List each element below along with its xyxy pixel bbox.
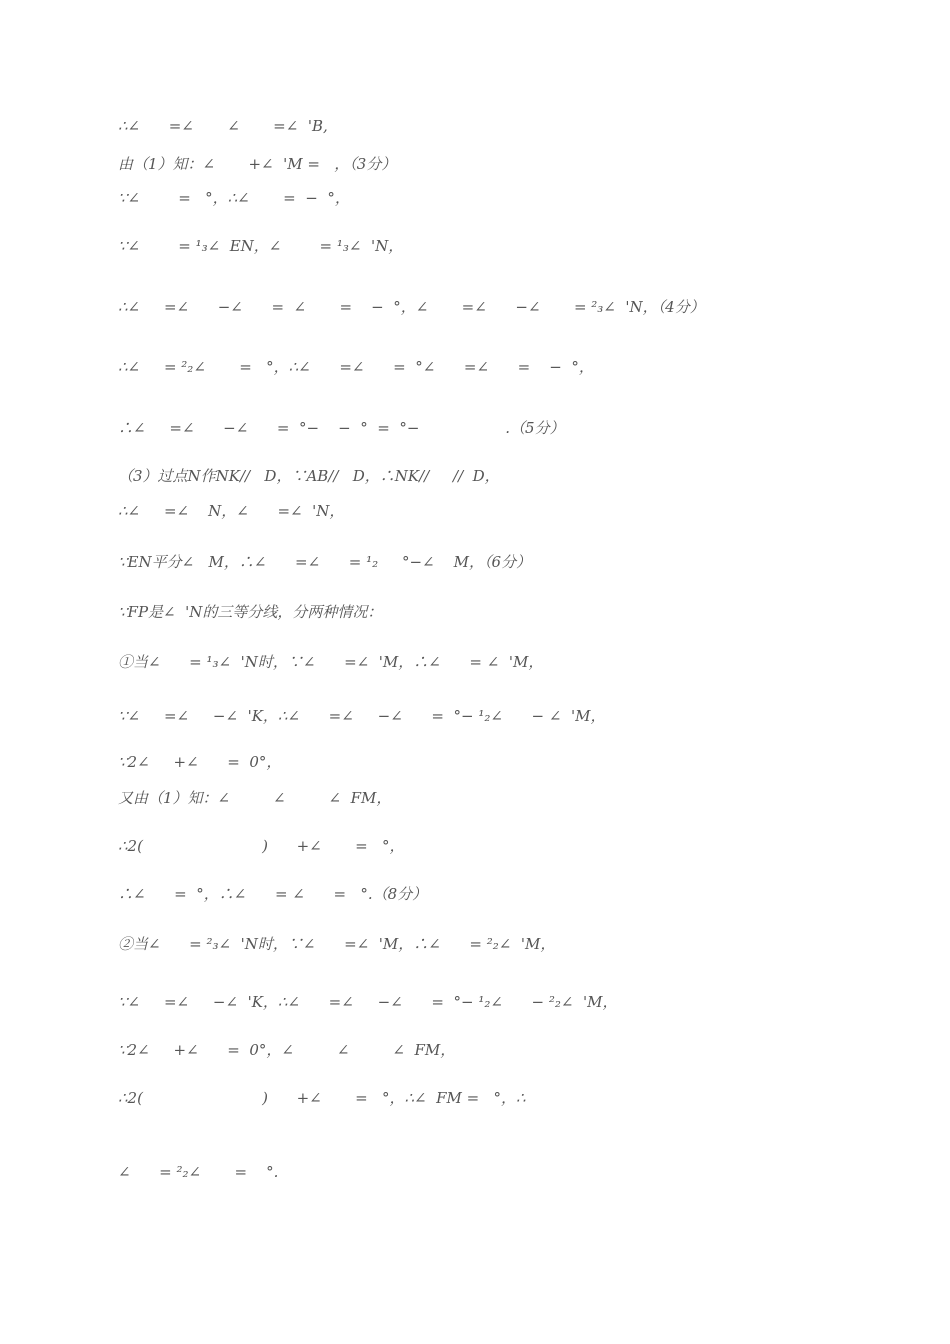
line-7: ∴∠ =∠ −∠ = °− − ° = °− .（5分）	[118, 419, 565, 437]
line-6: ∴∠ = ²₂∠ = °，∴∠ =∠ = °∠ =∠ = − °，	[118, 358, 594, 376]
line-9: ∴∠ =∠ N，∠ =∠ 'N，	[118, 502, 345, 520]
line-10: ∵EN平分∠ M，∴∠ =∠ = ¹₂ °−∠ M，（6分）	[118, 553, 532, 571]
line-12: ①当∠ = ¹₃∠ 'N时，∵∠ =∠ 'M，∴∠ = ∠ 'M，	[118, 653, 544, 671]
line-5: ∴∠ =∠ −∠ = ∠ = − °，∠ =∠ −∠ = ²₃∠ 'N，（4分）	[118, 298, 705, 316]
line-1: ∴∠ =∠ ∠ =∠ 'B,	[118, 117, 328, 135]
line-21: ∴2( ) +∠ = °，∴∠ FM = °，∴	[118, 1089, 526, 1107]
line-8: （3）过点N作NK// D，∵AB// D，∴NK// // D，	[118, 467, 500, 485]
line-16: ∴2( ) +∠ = °，	[118, 837, 405, 855]
line-13: ∵∠ =∠ −∠ 'K，∴∠ =∠ −∠ = °− ¹₂∠ − ∠ 'M，	[118, 707, 606, 725]
line-4: ∵∠ = ¹₃∠ EN，∠ = ¹₃∠ 'N，	[118, 237, 404, 255]
line-22: ∠ = ²₂∠ = °.	[118, 1163, 279, 1181]
line-20: ∵2∠ +∠ = 0°，∠ ∠ ∠ FM，	[118, 1041, 456, 1059]
line-15: 又由（1）知：∠ ∠ ∠ FM，	[118, 789, 392, 807]
line-18: ②当∠ = ²₃∠ 'N时，∵∠ =∠ 'M，∴∠ = ²₂∠ 'M，	[118, 935, 556, 953]
line-3: ∵∠ = °，∴∠ = − °，	[118, 189, 350, 207]
line-2: 由（1）知：∠ +∠ 'M = ，（3分）	[118, 155, 397, 173]
line-11: ∵FP是∠ 'N的三等分线，分两种情况：	[118, 603, 383, 621]
line-17: ∴∠ = °，∴∠ = ∠ = °.（8分）	[118, 885, 428, 903]
line-19: ∵∠ =∠ −∠ 'K，∴∠ =∠ −∠ = °− ¹₂∠ − ²₂∠ 'M，	[118, 993, 618, 1011]
line-14: ∵2∠ +∠ = 0°，	[118, 753, 282, 771]
